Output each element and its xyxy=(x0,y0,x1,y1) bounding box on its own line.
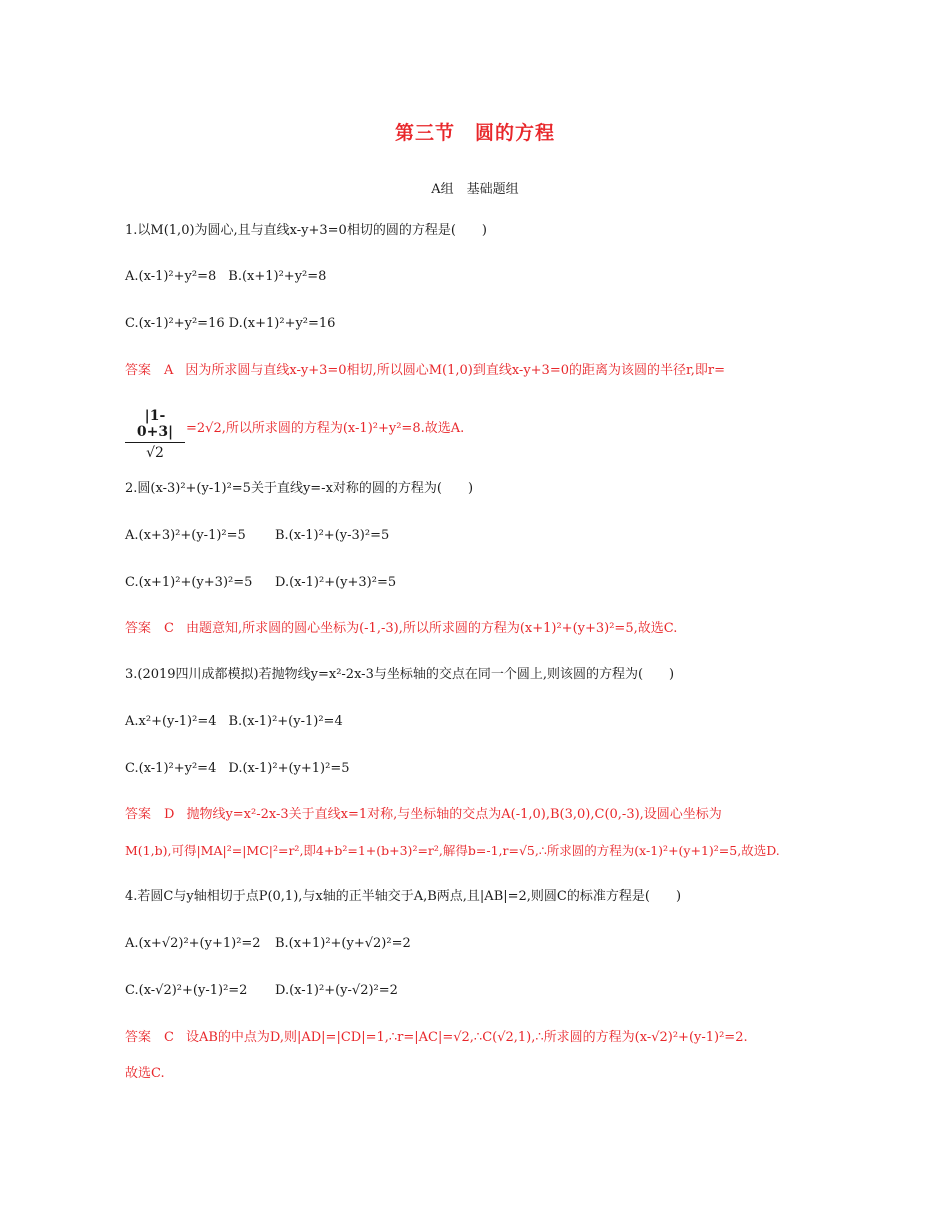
q2-option-c: C.(x+1)²+(y+3)²=5 xyxy=(125,575,253,590)
q1-fraction-numerator: |1-0+3| xyxy=(125,408,185,443)
q3-answer-text: 抛物线y=x²-2x-3关于直线x=1对称,与坐标轴的交点为A(-1,0),B(3,0),C(0,-3),设圆心坐标为 xyxy=(186,807,722,822)
q4-option-a: A.(x+√2)²+(y+1)²=2 xyxy=(125,936,261,951)
q2-option-d: D.(x-1)²+(y+3)²=5 xyxy=(275,575,397,590)
q1-answer-cont: =2√2,所以所求圆的方程为(x-1)²+y²=8.故选A. xyxy=(186,421,465,436)
q1-stem: 1.以M(1,0)为圆心,且与直线x-y+3=0相切的圆的方程是( ) xyxy=(125,223,487,238)
q1-option-a: A.(x-1)²+y²=8 xyxy=(125,269,217,284)
q2-options-ab xyxy=(125,527,390,545)
q3-options-cd xyxy=(125,760,350,778)
q3-answer-cont: M(1,b),可得|MA|²=|MC|²=r²,即4+b²=1+(b+3)²=r²,解得b=-1,r=√5,∴所求圆的方程为(x-1)²+(y+1)²=5,故选D. xyxy=(125,843,780,858)
q4-options-ab xyxy=(125,935,411,953)
group-heading: A组 基础题组 xyxy=(431,182,519,197)
q1-answer-text: 因为所求圆与直线x-y+3=0相切,所以圆心M(1,0)到直线x-y+3=0的距离为该圆的半径r,即r= xyxy=(185,363,726,378)
q4-option-b: B.(x+1)²+(y+√2)²=2 xyxy=(275,936,411,951)
q4-answer-label: 答案 C xyxy=(125,1030,174,1045)
q4-option-d: D.(x-1)²+(y-√2)²=2 xyxy=(275,983,398,998)
q1-options-cd xyxy=(125,315,335,333)
q4-options-cd xyxy=(125,982,398,1000)
q3-option-c: C.(x-1)²+y²=4 xyxy=(125,761,217,776)
q1-fraction xyxy=(125,408,185,461)
q1-option-c: C.(x-1)²+y²=16 xyxy=(125,316,225,331)
q1-fraction-denominator: √2 xyxy=(146,445,164,461)
q1-options-ab xyxy=(125,268,326,286)
q2-options-cd xyxy=(125,574,397,592)
q4-answer xyxy=(125,1029,748,1047)
q1-option-d: D.(x+1)²+y²=16 xyxy=(228,316,336,331)
q3-answer xyxy=(125,806,722,824)
q1-answer-label: 答案 A xyxy=(125,363,174,378)
q3-options-ab xyxy=(125,713,343,731)
q1-answer xyxy=(125,362,725,380)
q3-option-b: B.(x-1)²+(y-1)²=4 xyxy=(228,714,343,729)
q3-stem: 3.(2019四川成都模拟)若抛物线y=x²-2x-3与坐标轴的交点在同一个圆上,则该圆的方程为( ) xyxy=(125,667,675,682)
q2-answer-label: 答案 C xyxy=(125,621,174,636)
q2-stem: 2.圆(x-3)²+(y-1)²=5关于直线y=-x对称的圆的方程为( ) xyxy=(125,481,474,496)
q3-option-d: D.(x-1)²+(y+1)²=5 xyxy=(228,761,350,776)
q4-answer-text: 设AB的中点为D,则|AD|=|CD|=1,∴r=|AC|=√2,∴C(√2,1),∴所求圆的方程为(x-√2)²+(y-1)²=2. xyxy=(185,1030,748,1045)
section-title: 第三节 圆的方程 xyxy=(394,122,555,144)
q2-option-b: B.(x-1)²+(y-3)²=5 xyxy=(275,528,390,543)
q4-answer-cont: 故选C. xyxy=(125,1066,165,1081)
q4-option-c: C.(x-√2)²+(y-1)²=2 xyxy=(125,983,248,998)
q2-answer-text: 由题意知,所求圆的圆心坐标为(-1,-3),所以所求圆的方程为(x+1)²+(y+3)²=5,故选C. xyxy=(185,621,678,636)
q2-option-a: A.(x+3)²+(y-1)²=5 xyxy=(125,528,246,543)
q1-option-b: B.(x+1)²+y²=8 xyxy=(228,269,327,284)
q3-option-a: A.x²+(y-1)²=4 xyxy=(125,714,217,729)
q2-answer xyxy=(125,620,677,638)
q3-answer-label: 答案 D xyxy=(125,807,175,822)
q4-stem: 4.若圆C与y轴相切于点P(0,1),与x轴的正半轴交于A,B两点,且|AB|=2,则圆C的标准方程是( ) xyxy=(125,889,682,904)
